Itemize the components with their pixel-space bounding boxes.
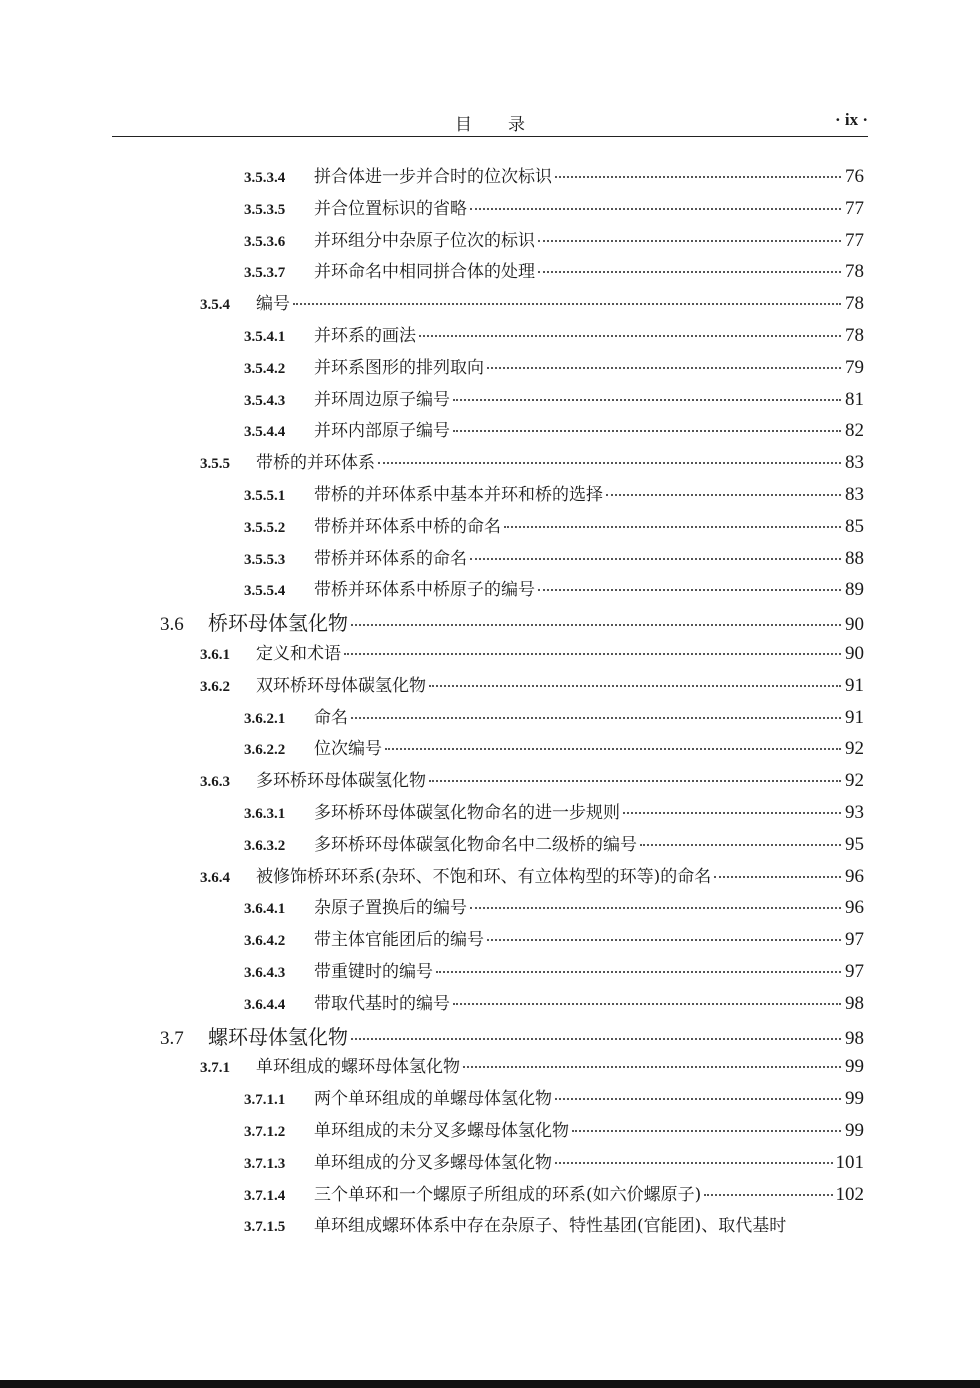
- toc-entry-page: 96: [845, 897, 864, 919]
- toc-entry[interactable]: [244, 162, 864, 190]
- toc-entry[interactable]: [244, 353, 864, 381]
- toc-entry-number: 3.5.3.5: [244, 201, 286, 218]
- toc-entry-title: 并环系的画法: [314, 326, 416, 346]
- toc-entry[interactable]: [244, 544, 864, 572]
- toc-entry-number: 3.5.4.2: [244, 360, 286, 377]
- toc-entry[interactable]: [244, 194, 864, 222]
- toc-entry-title: 双环桥环母体碳氢化物: [256, 675, 426, 696]
- toc-entry-title: 并环组分中杂原子位次的标识: [314, 230, 535, 251]
- dot-leader: [704, 1194, 832, 1196]
- toc-entry-title: 编号: [256, 294, 290, 315]
- toc-entry[interactable]: [244, 1211, 786, 1239]
- dot-leader: [714, 876, 841, 878]
- toc-entry-page: 95: [845, 833, 864, 855]
- toc-entry-page: 82: [845, 420, 864, 442]
- toc-entry-number: 3.5.4.4: [244, 424, 286, 441]
- dot-leader: [453, 399, 841, 401]
- toc-entry-page: 99: [845, 1056, 864, 1078]
- toc-entry[interactable]: [244, 989, 864, 1017]
- toc-entry-number: 3.7.1.3: [244, 1155, 286, 1172]
- dot-leader: [436, 971, 841, 973]
- dot-leader: [504, 526, 841, 528]
- toc-entry-title: 单环组成螺环体系中存在杂原子、特性基团(官能团)、取代基时: [314, 1216, 787, 1237]
- toc-entry-title: 杂原子置换后的编号: [314, 898, 467, 919]
- toc-entry-page: 83: [845, 452, 864, 474]
- toc-entry-number: 3.5.4.3: [244, 392, 286, 409]
- toc-entry-number: 3.7.1: [200, 1060, 230, 1077]
- dot-leader: [538, 589, 841, 591]
- toc-entry-page: 99: [845, 1088, 864, 1110]
- toc-entry[interactable]: [244, 226, 864, 254]
- toc-entry-page: 99: [845, 1120, 864, 1141]
- toc-entry-page: 78: [845, 293, 864, 315]
- toc-entry-page: 97: [845, 929, 864, 951]
- toc-entry-number: 3.7.1.1: [244, 1092, 286, 1109]
- toc-entry-page: 77: [845, 229, 864, 251]
- toc-entry-page: 79: [845, 356, 864, 378]
- toc-entry[interactable]: [244, 1084, 864, 1112]
- dot-leader: [419, 335, 841, 337]
- toc-entry[interactable]: [244, 321, 864, 349]
- toc-entry-number: 3.6.2.2: [244, 742, 286, 759]
- toc-entry[interactable]: [244, 957, 864, 985]
- toc-entry[interactable]: [244, 1148, 864, 1176]
- dot-leader: [463, 1066, 841, 1068]
- toc-entry-number: 3.5.5: [200, 456, 230, 473]
- dot-leader: [351, 1038, 841, 1040]
- toc-entry-title: 命名: [314, 707, 348, 728]
- toc-entry[interactable]: [160, 607, 864, 635]
- toc-entry-title: 螺环母体氢化物: [208, 1024, 348, 1049]
- dot-leader: [351, 717, 841, 719]
- toc-entry-title: 定义和术语: [256, 644, 341, 664]
- toc-entry-page: 77: [845, 197, 864, 219]
- dot-leader: [555, 1162, 833, 1164]
- dot-leader: [453, 1003, 841, 1005]
- toc-entry[interactable]: [200, 671, 864, 699]
- toc-entry-page: 76: [845, 166, 864, 187]
- toc-entry[interactable]: [200, 766, 864, 794]
- toc-entry-title: 并环周边原子编号: [314, 389, 450, 410]
- toc-entry-title: 两个单环组成的单螺母体氢化物: [314, 1089, 552, 1110]
- dot-leader: [623, 812, 841, 814]
- toc-entry-number: 3.6.2.1: [244, 710, 286, 727]
- toc-entry-title: 三个单环和一个螺原子所组成的环系(如六价螺原子): [314, 1184, 702, 1205]
- toc-entry-page: 89: [845, 579, 864, 601]
- dot-leader: [640, 844, 841, 846]
- toc-entry[interactable]: [244, 830, 864, 858]
- toc-entry-page: 97: [845, 961, 864, 982]
- dot-leader: [538, 271, 841, 273]
- toc-entry-title: 带桥并环体系中桥原子的编号: [314, 580, 535, 601]
- toc-entry[interactable]: [160, 1021, 864, 1049]
- toc-entry-title: 带桥并环体系中桥的命名: [314, 516, 501, 537]
- toc-entry-number: 3.5.5.4: [244, 583, 286, 600]
- toc-entry[interactable]: [200, 289, 864, 317]
- toc-entry-page: 92: [845, 738, 864, 760]
- toc-entry-page: 81: [845, 388, 864, 410]
- toc-entry-page: 102: [835, 1183, 864, 1205]
- toc-entry-page: 78: [845, 325, 864, 346]
- toc-entry-number: 3.6.4: [200, 869, 230, 886]
- toc-entry[interactable]: [200, 862, 864, 890]
- toc-entry[interactable]: [244, 925, 864, 953]
- toc-entry-title: 带取代基时的编号: [314, 993, 450, 1014]
- dot-leader: [538, 240, 841, 242]
- toc-entry-number: 3.6.3: [200, 774, 230, 791]
- running-header: [112, 108, 868, 137]
- dot-leader: [453, 430, 841, 432]
- toc-entry-number: 3.6.4.3: [244, 965, 286, 981]
- toc-entry-page: 93: [845, 802, 864, 823]
- page-folio: · ix ·: [834, 110, 868, 129]
- toc-entry[interactable]: [244, 1116, 864, 1144]
- toc-entry[interactable]: [200, 639, 864, 667]
- dot-leader: [555, 176, 841, 178]
- toc-entry[interactable]: [244, 1180, 864, 1208]
- toc-entry[interactable]: [244, 512, 864, 540]
- toc-entry-page: 98: [845, 1027, 864, 1049]
- toc-entry-page: 91: [845, 706, 864, 728]
- toc-entry-page: 85: [845, 515, 864, 537]
- toc-entry-title: 多环桥环母体碳氢化物命名中二级桥的编号: [314, 834, 637, 855]
- toc-entry-title: 带主体官能团后的编号: [314, 930, 484, 951]
- toc-entry[interactable]: [244, 385, 864, 413]
- dot-leader: [385, 748, 841, 750]
- toc-entry-title: 单环组成的未分叉多螺母体氢化物: [314, 1121, 569, 1141]
- toc-entry[interactable]: [200, 448, 864, 476]
- toc-entry-page: 90: [845, 614, 864, 636]
- dot-leader: [429, 780, 841, 782]
- toc-entry-page: 96: [845, 865, 864, 887]
- toc-entry-number: 3.6.4.1: [244, 901, 286, 918]
- dot-leader: [606, 494, 841, 496]
- toc-entry[interactable]: [244, 798, 864, 826]
- toc-entry-page: 78: [845, 261, 864, 283]
- toc-entry-title: 多环桥环母体碳氢化物: [256, 771, 426, 792]
- toc-entry-page: 83: [845, 484, 864, 505]
- toc-entry-title: 拼合体进一步并合时的位次标识: [314, 167, 552, 187]
- toc-entry-title: 单环组成的分叉多螺母体氢化物: [314, 1152, 552, 1173]
- dot-leader: [378, 462, 841, 464]
- scan-edge-bar: [0, 1380, 980, 1388]
- toc-entry-number: 3.5.5.2: [244, 519, 286, 536]
- toc-entry-number: 3.7.1.2: [244, 1124, 286, 1140]
- toc-entry[interactable]: [244, 257, 864, 285]
- toc-entry-title: 位次编号: [314, 739, 382, 760]
- toc-entry-page: 88: [845, 547, 864, 569]
- toc-entry[interactable]: [244, 480, 864, 508]
- toc-entry-number: 3.5.3.4: [244, 170, 286, 186]
- toc-entry-number: 3.5.3.7: [244, 265, 286, 282]
- dot-leader: [470, 907, 841, 909]
- toc-entry-title: 带桥的并环体系: [256, 453, 375, 474]
- toc-entry-title: 并环系图形的排列取向: [314, 357, 484, 378]
- toc-entry-page: 90: [845, 643, 864, 664]
- toc-entry-number: 3.7.1.5: [244, 1219, 286, 1236]
- toc-entry-number: 3.6: [160, 614, 184, 636]
- toc-entry-number: 3.5.4.1: [244, 329, 286, 345]
- toc-entry[interactable]: [244, 893, 864, 921]
- toc-entry-page: 101: [835, 1151, 864, 1173]
- header-title: 目录: [455, 115, 561, 135]
- toc-entry-number: 3.5.3.6: [244, 233, 286, 250]
- dot-leader: [429, 685, 841, 687]
- toc-entry[interactable]: [244, 734, 864, 762]
- toc-entry-title: 带桥的并环体系中基本并环和桥的选择: [314, 485, 603, 505]
- toc-entry-number: 3.5.5.3: [244, 551, 286, 568]
- toc-entry-title: 并环内部原子编号: [314, 421, 450, 442]
- dot-leader: [293, 303, 841, 305]
- toc-entry-title: 带桥并环体系的命名: [314, 548, 467, 569]
- toc-entry-page: 92: [845, 770, 864, 792]
- toc-entry-title: 并合位置标识的省略: [314, 198, 467, 219]
- toc-entry-number: 3.6.1: [200, 647, 230, 663]
- dot-leader: [487, 367, 841, 369]
- toc-entry-number: 3.6.2: [200, 678, 230, 695]
- toc-entry-number: 3.6.3.2: [244, 837, 286, 854]
- dot-leader: [572, 1130, 841, 1132]
- dot-leader: [470, 208, 841, 210]
- toc-entry-number: 3.6.4.4: [244, 996, 286, 1013]
- toc-entry-title: 多环桥环母体碳氢化物命名的进一步规则: [314, 803, 620, 823]
- toc-entry-title: 桥环母体氢化物: [208, 611, 348, 636]
- toc-entry[interactable]: [244, 416, 864, 444]
- toc-entry-number: 3.5.4: [200, 297, 230, 314]
- toc-entry-page: 91: [845, 674, 864, 696]
- toc-entry-title: 单环组成的螺环母体氢化物: [256, 1057, 460, 1078]
- toc-entry-number: 3.7: [160, 1027, 184, 1049]
- toc-entry-title: 并环命名中相同拼合体的处理: [314, 262, 535, 283]
- dot-leader: [470, 558, 841, 560]
- toc-entry-number: 3.5.5.1: [244, 488, 286, 504]
- toc-entry[interactable]: [244, 575, 864, 603]
- toc-entry[interactable]: [200, 1052, 864, 1080]
- toc-entry-page: 98: [845, 992, 864, 1014]
- toc-entry[interactable]: [244, 703, 864, 731]
- toc-entry-number: 3.6.3.1: [244, 806, 286, 822]
- dot-leader: [351, 624, 841, 626]
- dot-leader: [555, 1098, 841, 1100]
- toc-entry-title: 被修饰桥环环系(杂环、不饱和环、有立体构型的环等)的命名: [256, 866, 712, 887]
- dot-leader: [487, 939, 841, 941]
- toc-entry-title: 带重键时的编号: [314, 962, 433, 982]
- toc-entry-number: 3.7.1.4: [244, 1187, 286, 1204]
- toc-entry-number: 3.6.4.2: [244, 933, 286, 950]
- dot-leader: [344, 653, 841, 655]
